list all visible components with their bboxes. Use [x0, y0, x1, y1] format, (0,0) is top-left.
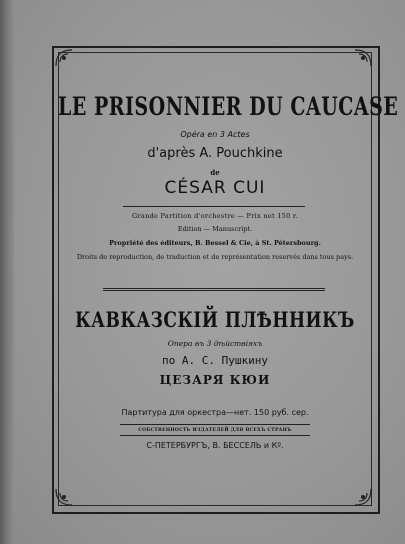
russian-rights: СОБСТВЕННОСТЬ ИЗДАТЕЛЕЙ ДЛЯ ВСЕХЪ СТРАНЪ — [138, 428, 292, 433]
russian-publisher: С-ПЕТЕРБУРГЪ, В. БЕССЕЛЬ и Кº. — [146, 441, 284, 450]
french-title: LE PRISONNIER DU CAUCASE — [58, 92, 399, 122]
corner-ornament-icon — [352, 486, 374, 508]
french-subtitle: Opéra en 3 Actes — [180, 130, 250, 139]
french-score-price: Grande Partition d'orchestre — Prix net 150 r. — [132, 212, 298, 220]
divider-rule — [120, 424, 310, 425]
binding-spine — [0, 0, 14, 544]
french-by: de — [210, 168, 220, 177]
divider-rule — [123, 206, 305, 207]
corner-ornament-icon — [352, 47, 374, 69]
russian-score-price: Партитура для оркестра—нет. 150 руб. сер. — [121, 408, 309, 417]
russian-after-author: по А. С. Пушкину — [162, 354, 268, 367]
corner-ornament-icon — [53, 486, 75, 508]
corner-ornament-icon — [53, 47, 75, 69]
french-edition: Edition — Manuscript. — [177, 225, 253, 233]
french-publisher: Propriété des éditeurs, B. Bessel & Cie, à St. Pétersbourg. — [109, 239, 321, 247]
russian-title: КАВКАЗСКІЙ ПЛѢННИКЪ — [75, 308, 355, 333]
french-rights: Droits de reproduction, de traduction et de représentation reservés dans tous pays. — [76, 253, 354, 261]
french-after-author: d'après A. Pouchkine — [147, 146, 283, 161]
divider-rule — [120, 435, 310, 436]
russian-composer: ЦЕЗАРЯ КЮИ — [159, 373, 271, 387]
french-composer: CÉSAR CUI — [164, 178, 266, 198]
divider-rule — [103, 288, 325, 291]
russian-subtitle: Опера въ 3 дѣйствіяхъ — [167, 339, 263, 348]
